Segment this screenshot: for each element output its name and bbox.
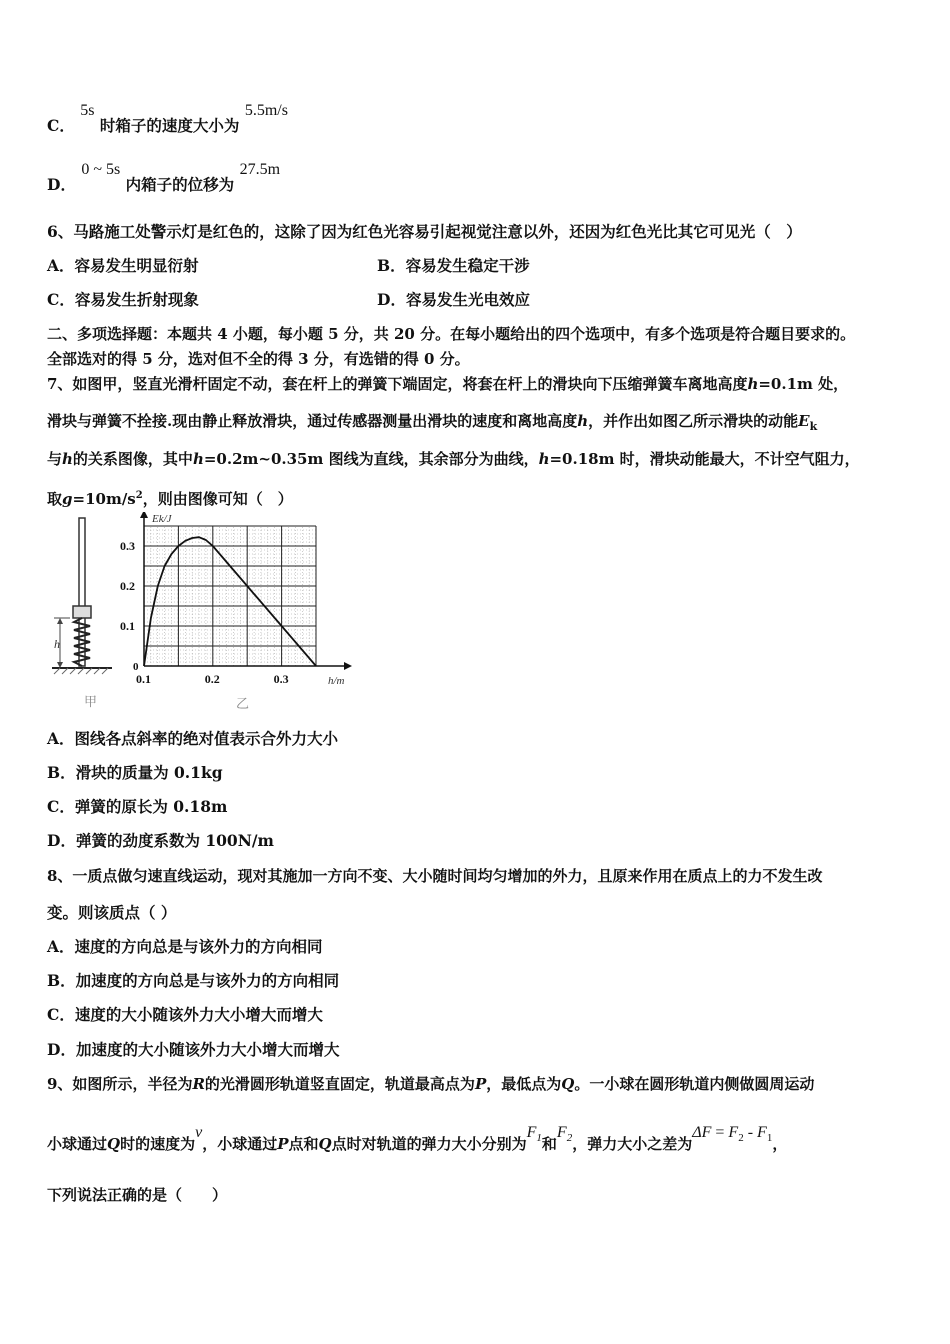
figure-yi-chart — [120, 512, 352, 687]
q6-option-c: C．容易发生折射现象 — [47, 290, 199, 309]
q9-line2: 小球通过Q时的速度为v，小球通过P点和Q点时对轨道的弹力大小分别为$F_1$和$F_2$，弹力大小之差为$\Delta F = F_2 - F_1$， — [47, 1124, 788, 1153]
q6-stem: 6、马路施工处警示灯是红色的，这除了因为红色光容易引起视觉注意以外，还因为红色光比其它可见光（ ） — [47, 222, 802, 241]
ek-curve — [144, 537, 316, 666]
q7-option-c: C．弹簧的原长为 0.18m — [47, 797, 228, 816]
q5-option-c — [47, 102, 288, 137]
q8-line2: 变。则该质点（ ） — [47, 903, 177, 922]
f1-symbol: $F_1$ — [526, 1124, 542, 1145]
slider-block — [73, 606, 91, 618]
option-label: D． — [47, 175, 76, 194]
q8-option-d: D．加速度的大小随该外力大小增大而增大 — [47, 1040, 340, 1059]
math-value: 27.5m — [239, 161, 281, 178]
q7-option-b: B．滑块的质量为 0.1kg — [47, 763, 223, 782]
option-text: 内箱子的位移为 — [125, 175, 235, 194]
q7-line4: 取$g=10m/s^2$，则由图像可知（ ） — [47, 490, 293, 508]
caption-jia: 甲 — [84, 695, 98, 710]
q6-option-a: A．容易发生明显衍射 — [47, 256, 199, 275]
option-text: 时箱子的速度大小为 — [99, 116, 240, 135]
q8-line1: 8、一质点做匀速直线运动，现对其施加一方向不变、大小随时间均匀增加的外力，且原来作用在质点上的力不发生改 — [47, 867, 823, 885]
x-tick-label: 0.3 — [273, 672, 289, 686]
y-tick-label: 0.2 — [120, 579, 135, 593]
q9-line3: 下列说法正确的是（ ） — [47, 1186, 228, 1204]
option-label: C． — [47, 116, 75, 135]
q7-line3: 与h的关系图像，其中h=0.2m~0.35m 图线为直线，其余部分为曲线，h=0.18m 时，滑块动能最大，不计空气阻力， — [47, 450, 860, 468]
h-label: h — [54, 637, 60, 651]
math-value: 5.5m/s — [244, 102, 288, 119]
q7-option-a: A．图线各点斜率的绝对值表示合外力大小 — [47, 729, 339, 748]
q7-option-d: D．弹簧的劲度系数为 100N/m — [47, 831, 274, 850]
origin-label: 0 — [133, 661, 139, 673]
h-arrow-up — [57, 618, 63, 624]
q6-option-b: B．容易发生稳定干涉 — [377, 256, 530, 275]
delta-f-equation: $\Delta F = F_2 - F_1$ — [692, 1124, 773, 1145]
y-tick-label: 0.1 — [120, 619, 135, 633]
q7-figure — [40, 512, 360, 712]
x-axis-arrow — [344, 662, 352, 670]
q8-option-a: A．速度的方向总是与该外力的方向相同 — [47, 937, 323, 956]
math-range: 0 ~ 5s — [81, 161, 121, 178]
section2-line2: 全部选对的得 5 分，选对但不全的得 3 分，有选错的得 0 分。 — [47, 350, 470, 368]
x-axis-label: h/m — [328, 675, 345, 687]
q7-line2: 滑块与弹簧不拴接.现由静止释放滑块，通过传感器测量出滑块的速度和离地高度h，并作出如图乙所示滑块的动能$E_k$ — [47, 412, 818, 433]
y-tick-label: 0.3 — [120, 539, 135, 553]
q7-line1: 7、如图甲，竖直光滑杆固定不动，套在杆上的弹簧下端固定，将套在杆上的滑块向下压缩弹簧车离地高度h=0.1m 处， — [47, 375, 849, 393]
section2-line1: 二、多项选择题：本题共 4 小题，每小题 5 分，共 20 分。在每小题给出的四个选项中，有多个选项是符合题目要求的。 — [47, 325, 856, 343]
q8-option-c: C．速度的大小随该外力大小增大而增大 — [47, 1005, 323, 1024]
q8-option-b: B．加速度的方向总是与该外力的方向相同 — [47, 971, 340, 990]
f2-symbol: $F_2$ — [556, 1124, 573, 1145]
q5-option-d — [47, 161, 281, 196]
math-time: 5s — [80, 102, 95, 119]
y-axis-arrow — [140, 512, 148, 518]
q6-option-d: D．容易发生光电效应 — [377, 290, 530, 309]
y-axis-label: Ek/J — [152, 513, 172, 525]
x-tick-label: 0.2 — [204, 672, 220, 686]
caption-yi: 乙 — [236, 697, 250, 712]
x-tick-label: 0.1 — [136, 672, 151, 686]
figure-jia — [52, 518, 112, 710]
q9-line1: 9、如图所示，半径为R的光滑圆形轨道竖直固定，轨道最高点为P，最低点为Q。一小球在圆形轨道内侧做圆周运动 — [47, 1075, 815, 1093]
